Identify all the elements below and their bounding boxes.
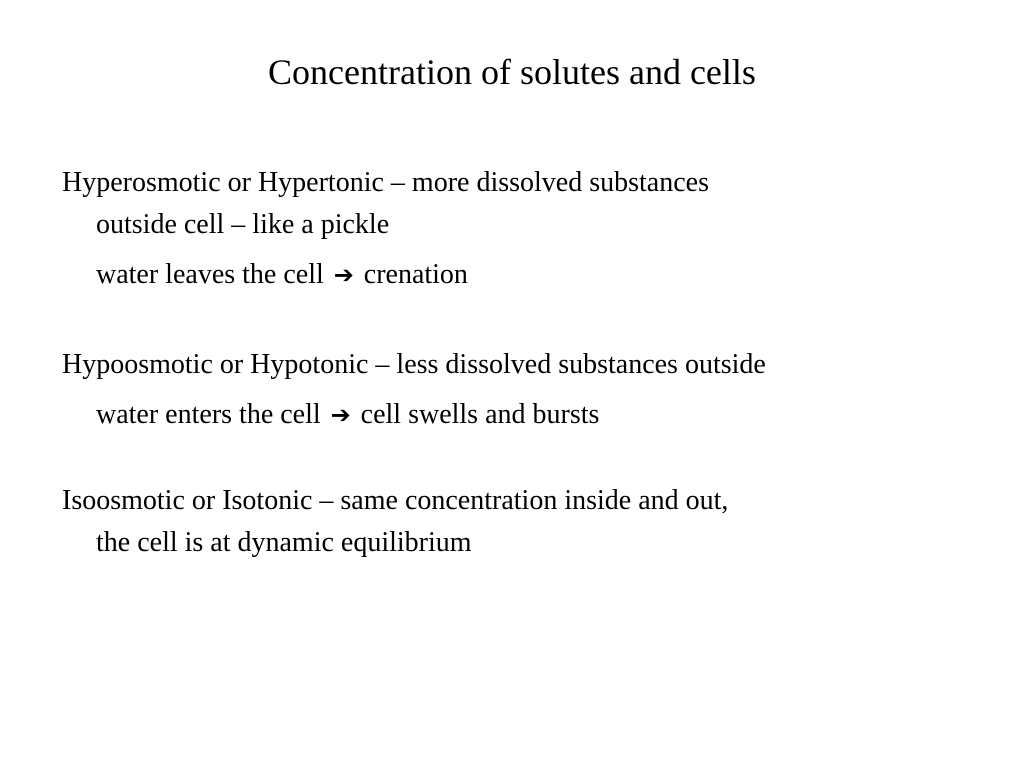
spacer [62, 296, 982, 344]
hypotonic-effect-result: cell swells and bursts [360, 399, 600, 430]
hypertonic-effect-result: crenation [363, 259, 468, 290]
isotonic-definition [62, 480, 982, 564]
slide-body [62, 162, 982, 564]
hypertonic-effect [62, 254, 982, 296]
hypertonic-line-1: Hyperosmotic or Hypertonic – more dissolved substances [62, 167, 709, 198]
hypotonic-definition [62, 344, 982, 386]
slide-title: Concentration of solutes and cells [268, 52, 756, 92]
hypotonic-line-1: Hypoosmotic or Hypotonic – less dissolved substances outside [62, 349, 766, 380]
hypertonic-line-2: outside cell – like a pickle [96, 209, 390, 240]
isotonic-line-2: the cell is at dynamic equilibrium [96, 527, 472, 558]
right-arrow-icon: ➔ [333, 261, 354, 289]
spacer [62, 436, 982, 480]
hypertonic-effect-cause: water leaves the cell [96, 259, 324, 290]
hypotonic-effect-cause: water enters the cell [96, 399, 321, 430]
hypotonic-effect [62, 394, 982, 436]
hypertonic-definition [62, 162, 982, 246]
right-arrow-icon: ➔ [330, 401, 351, 429]
isotonic-line-1: Isoosmotic or Isotonic – same concentration inside and out, [62, 485, 729, 516]
